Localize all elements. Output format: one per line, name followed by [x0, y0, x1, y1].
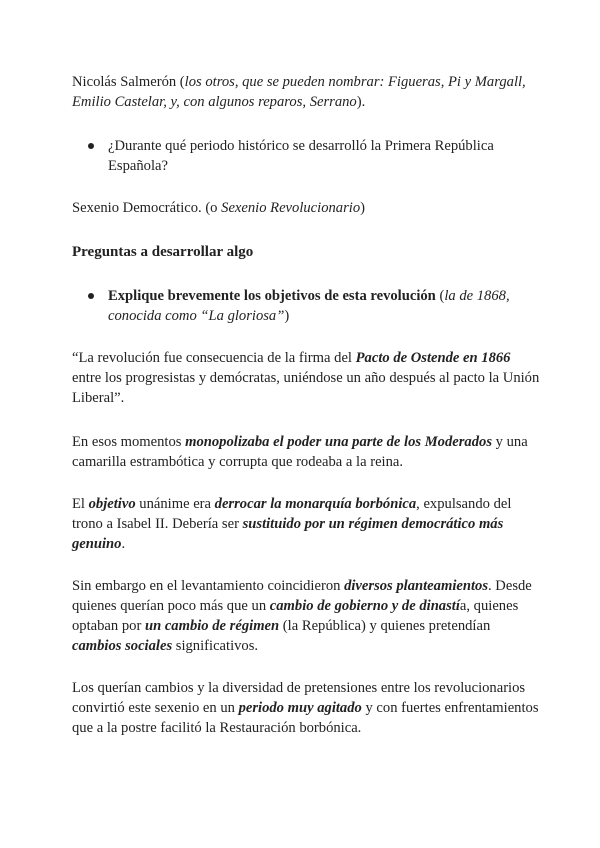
plant-text-e: a, quienes optaban por [72, 598, 519, 634]
question-objectives-tail: ) [284, 308, 290, 324]
bullet-dot [88, 143, 94, 149]
objetivo-emphasis-3: sustituido por un régimen democrático más genuino [72, 516, 504, 552]
paragraph-salmeron [72, 72, 540, 112]
question-objectives-italic: la de 1868, conocida como “La gloriosa” [108, 288, 510, 324]
plant-text-a: Sin embargo en el levantamiento coincidieron [72, 578, 345, 594]
sexenio-lead: Sexenio Democrático. (o [72, 200, 222, 216]
bullet-dot [88, 293, 94, 299]
paragraph-pacto [72, 348, 540, 408]
moderados-emphasis: monopolizaba el poder una parte de los Moderados [185, 434, 492, 450]
pacto-text-a: “La revolución fue consecuencia de la firma del [72, 350, 356, 366]
paragraph-objetivo [72, 494, 540, 554]
objetivo-text-c: unánime era [135, 496, 215, 512]
objetivo-text-e: , expulsando del trono a Isabel II. Debería ser [72, 496, 512, 532]
plant-emphasis-4: cambios sociales [72, 638, 173, 654]
question-objectives-text [108, 286, 530, 326]
salmeron-others: los otros, que se pueden nombrar: Figueras, Pi y Margall, Emilio Castelar, y, con algunos reparos, Serrano [72, 74, 526, 110]
objetivo-emphasis-2: derrocar la monarquía borbónica [214, 496, 417, 512]
pacto-text-c: entre los progresistas y demócratas, uniéndose un año después al pacto la Unión Liberal”. [72, 370, 540, 406]
section-heading: Preguntas a desarrollar algo [72, 244, 254, 260]
paragraph-sexenio [72, 198, 540, 218]
plant-text-c: . Desde quienes querían poco más que un [72, 578, 532, 614]
objetivo-text-g: . [121, 536, 126, 552]
agitado-emphasis: periodo muy agitado [238, 700, 362, 716]
plant-text-g: (la República) y quienes pretendían [279, 618, 491, 634]
salmeron-lead: Nicolás Salmerón ( [72, 74, 185, 90]
question-period-item [90, 136, 530, 176]
moderados-text-a: En esos momentos [72, 434, 186, 450]
question-period-text: ¿Durante qué periodo histórico se desarrolló la Primera República Española? [108, 138, 494, 174]
question-objectives-paren: ( [435, 288, 445, 304]
sexenio-italic: Sexenio Revolucionario [221, 200, 361, 216]
moderados-text-c: y una camarilla estrambótica y corrupta que rodeaba a la reina. [72, 434, 528, 470]
agitado-text-a: Los querían cambios y la diversidad de pretensiones entre los revolucionarios convirtió este sexenio en un [72, 680, 526, 716]
plant-emphasis-2: cambio de gobierno y de dinastí [269, 598, 460, 614]
pacto-emphasis: Pacto de Ostende en 1866 [355, 350, 511, 366]
paragraph-moderados [72, 432, 540, 472]
objetivo-text-a: El [72, 496, 89, 512]
salmeron-tail: ). [356, 94, 366, 110]
plant-text-i: significativos. [172, 638, 259, 654]
plant-emphasis-3: un cambio de régimen [144, 618, 280, 634]
paragraph-planteamientos [72, 576, 540, 656]
paragraph-agitado [72, 678, 540, 738]
agitado-text-c: y con fuertes enfrentamientos que a la postre facilitó la Restauración borbónica. [72, 700, 539, 736]
question-objectives-bold: Explique brevemente los objetivos de esta revolución [108, 288, 436, 304]
sexenio-tail: ) [360, 200, 366, 216]
plant-emphasis-1: diversos planteamientos [344, 578, 488, 594]
question-objectives-item [90, 286, 530, 326]
objetivo-emphasis-1: objetivo [88, 496, 136, 512]
